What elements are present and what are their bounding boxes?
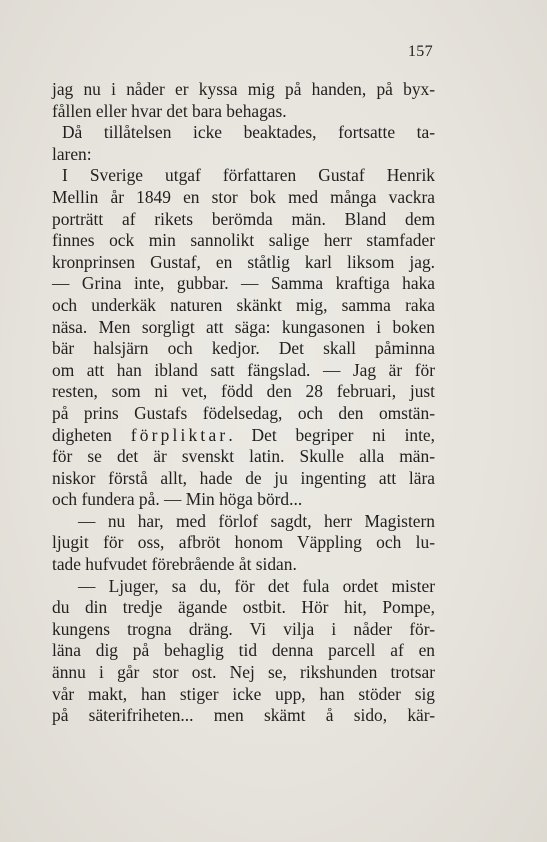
text-line: läna dig på behaglig tid denna parcell af en [52, 640, 435, 661]
text-line: Då tillåtelsen icke beaktades, fortsatte ta- [62, 122, 435, 143]
text-line-spaced: digheten förpliktar. Det begriper ni inte, [52, 424, 435, 445]
text-line: och fundera på. — Min höga börd... [52, 489, 303, 510]
text-line: fållen eller hvar det bara behagas. [52, 100, 287, 121]
text-line: på prins Gustafs födelsedag, och den omstän- [52, 402, 435, 423]
text-line: laren: [52, 143, 92, 164]
text-line: — nu har, med förlof sagdt, herr Magistern [78, 510, 435, 531]
body-text [52, 79, 435, 727]
text-line: resten, som ni vet, född den 28 februari, just [52, 381, 435, 402]
emphasized-word: förpliktar [130, 424, 229, 445]
text-line: och underkäk naturen skänkt mig, samma raka [52, 294, 435, 315]
text-line: vår makt, han stiger icke upp, han stöder sig [52, 683, 435, 704]
text-line: bär halsjärn och kedjor. Det skall påminna [52, 338, 435, 359]
text-line: porträtt af rikets berömda män. Bland dem [52, 208, 435, 229]
text-line: för se det är svenskt latin. Skulle alla män- [52, 446, 435, 467]
text-line: I Sverige utgaf författaren Gustaf Henrik [62, 165, 435, 186]
text-line: du din tredje ägande ostbit. Hör hit, Pompe, [52, 597, 435, 618]
text-line: kronprinsen Gustaf, en ståtlig karl liksom jag. [52, 251, 435, 272]
text-line: ännu i går stor ost. Nej se, rikshunden trotsar [52, 662, 435, 683]
text-line: om att han ibland satt fängslad. — Jag är för [52, 359, 435, 380]
text-line: — Ljuger, sa du, för det fula ordet mister [78, 575, 435, 596]
text-line: ljugit för oss, afbröt honom Väppling och lu- [52, 532, 435, 553]
text-line: finnes ock min sannolikt salige herr stamfader [52, 230, 435, 251]
text-line: tade hufvudet förebrående åt sidan. [52, 554, 297, 575]
text-line: — Grina inte, gubbar. — Samma kraftiga haka [52, 273, 435, 294]
text-line: näsa. Men sorgligt att säga: kungasonen i boken [52, 316, 435, 337]
text-line: jag nu i nåder er kyssa mig på handen, på byx- [52, 79, 435, 99]
text-line: kungens trogna dräng. Vi vilja i nåder för- [52, 618, 435, 639]
text-line: niskor förstå allt, hade de ju ingenting att lära [52, 467, 435, 488]
text-line: på säterifriheten... men skämt å sido, kär- [52, 705, 435, 726]
page-number: 157 [408, 43, 433, 60]
text-line: Mellin år 1849 en stor bok med många vackra [52, 186, 435, 207]
